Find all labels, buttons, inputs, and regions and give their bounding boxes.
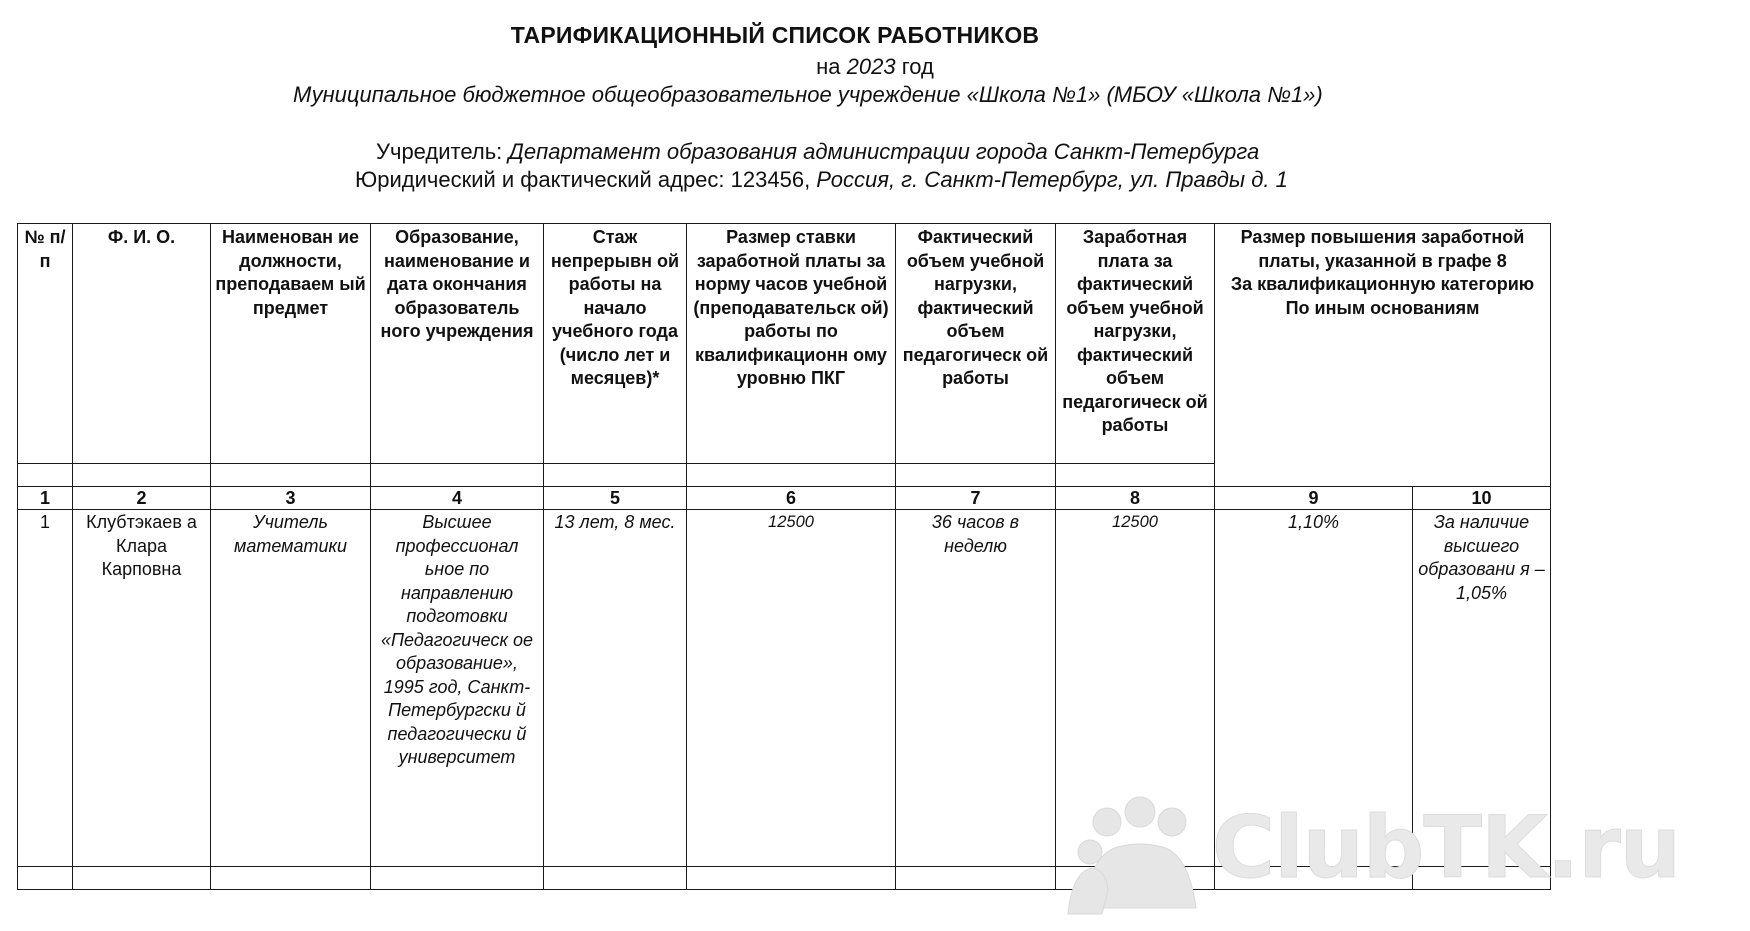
spacer-cell: [687, 464, 896, 487]
header-group-line2: За квалификационную категорию: [1230, 274, 1535, 294]
header-group-line3: По иным основаниям: [1285, 297, 1480, 318]
header-cell: Заработная плата за фактический объем учебной нагрузки, фактический объем педагогическ ой работы: [1056, 224, 1215, 464]
table-row: [18, 510, 1551, 867]
empty-cell: [73, 867, 211, 890]
column-number: 1: [18, 487, 73, 510]
spacer-cell: [896, 464, 1056, 487]
address-value: Россия, г. Санкт-Петербург, ул. Правды д. 1: [810, 167, 1288, 192]
header-cell: Фактический объем учебной нагрузки, фактический объем педагогическ ой работы: [896, 224, 1056, 464]
document-year-line: [0, 54, 1750, 80]
column-number: 8: [1056, 487, 1215, 510]
empty-cell: [1056, 867, 1215, 890]
empty-cell: [1413, 867, 1551, 890]
document-year: 2023: [846, 54, 896, 79]
founder-label: Учредитель:: [376, 139, 509, 164]
spacer-cell: [211, 464, 371, 487]
empty-cell: [1215, 867, 1413, 890]
organization-name: Муниципальное бюджетное общеобразовательное учреждение «Школа №1» (МБОУ «Школа №1»): [293, 82, 1323, 107]
founder-value: Департамент образования администрации города Санкт-Петербурга: [508, 139, 1260, 164]
header-cell: Стаж непрерывн ой работы на начало учебного года (число лет и месяцев)*: [544, 224, 687, 464]
empty-cell: [896, 867, 1056, 890]
empty-row: [18, 867, 1551, 890]
header-cell: Ф. И. О.: [73, 224, 211, 464]
tariff-table: [17, 223, 1551, 890]
header-cell: № п/п: [18, 224, 73, 464]
empty-cell: [687, 867, 896, 890]
other-raise: За наличие высшего образовани я – 1,05%: [1413, 510, 1551, 867]
header-cell: Образование, наименование и дата окончания образователь ного учреждения: [371, 224, 544, 464]
header-row: [18, 224, 1551, 464]
founder-line: [376, 139, 1259, 165]
column-numbers-row: [18, 487, 1551, 510]
column-number: 6: [687, 487, 896, 510]
employee-rate: 12500: [687, 510, 896, 867]
employee-fio: Клубтэкаев а Клара Карповна: [73, 510, 211, 867]
header-cell: Наименован ие должности, преподаваем ый предмет: [211, 224, 371, 464]
spacer-cell: [1056, 464, 1215, 487]
header-cell: Размер ставки заработной платы за норму часов учебной (преподавательск ой) работы по квалификационн ому уровню ПКГ: [687, 224, 896, 464]
employee-education: Высшее профессионал ьное по направлению подготовки «Педагогическ ое образование», 1995 год, Санкт- Петербургски й педагогически й университет: [371, 510, 544, 867]
column-number: 3: [211, 487, 371, 510]
spacer-cell: [371, 464, 544, 487]
column-number: 2: [73, 487, 211, 510]
header-group-cell: [1215, 224, 1551, 487]
column-number: 4: [371, 487, 544, 510]
qualification-raise: 1,10%: [1215, 510, 1413, 867]
employee-position: Учитель математики: [211, 510, 371, 867]
watermark-text: ClubTK.ru: [1212, 798, 1680, 898]
column-number: 7: [896, 487, 1056, 510]
empty-cell: [18, 867, 73, 890]
row-number: 1: [18, 510, 73, 867]
year-prefix: на: [816, 54, 847, 79]
address-index: 123456,: [730, 167, 811, 192]
header-group-line1: Размер повышения заработной платы, указанной в графе 8: [1240, 227, 1525, 271]
empty-cell: [544, 867, 687, 890]
empty-cell: [211, 867, 371, 890]
document-title: ТАРИФИКАЦИОННЫЙ СПИСОК РАБОТНИКОВ: [510, 22, 1040, 48]
employee-workload: 36 часов в неделю: [896, 510, 1056, 867]
employee-experience: 13 лет, 8 мес.: [544, 510, 687, 867]
empty-cell: [371, 867, 544, 890]
spacer-cell: [73, 464, 211, 487]
year-suffix: год: [895, 54, 934, 79]
address-line: [355, 167, 1288, 193]
column-number: 5: [544, 487, 687, 510]
column-number: 9: [1215, 487, 1413, 510]
employee-salary: 12500: [1056, 510, 1215, 867]
column-number: 10: [1413, 487, 1551, 510]
spacer-cell: [18, 464, 73, 487]
address-label: Юридический и фактический адрес:: [355, 167, 731, 192]
spacer-cell: [544, 464, 687, 487]
